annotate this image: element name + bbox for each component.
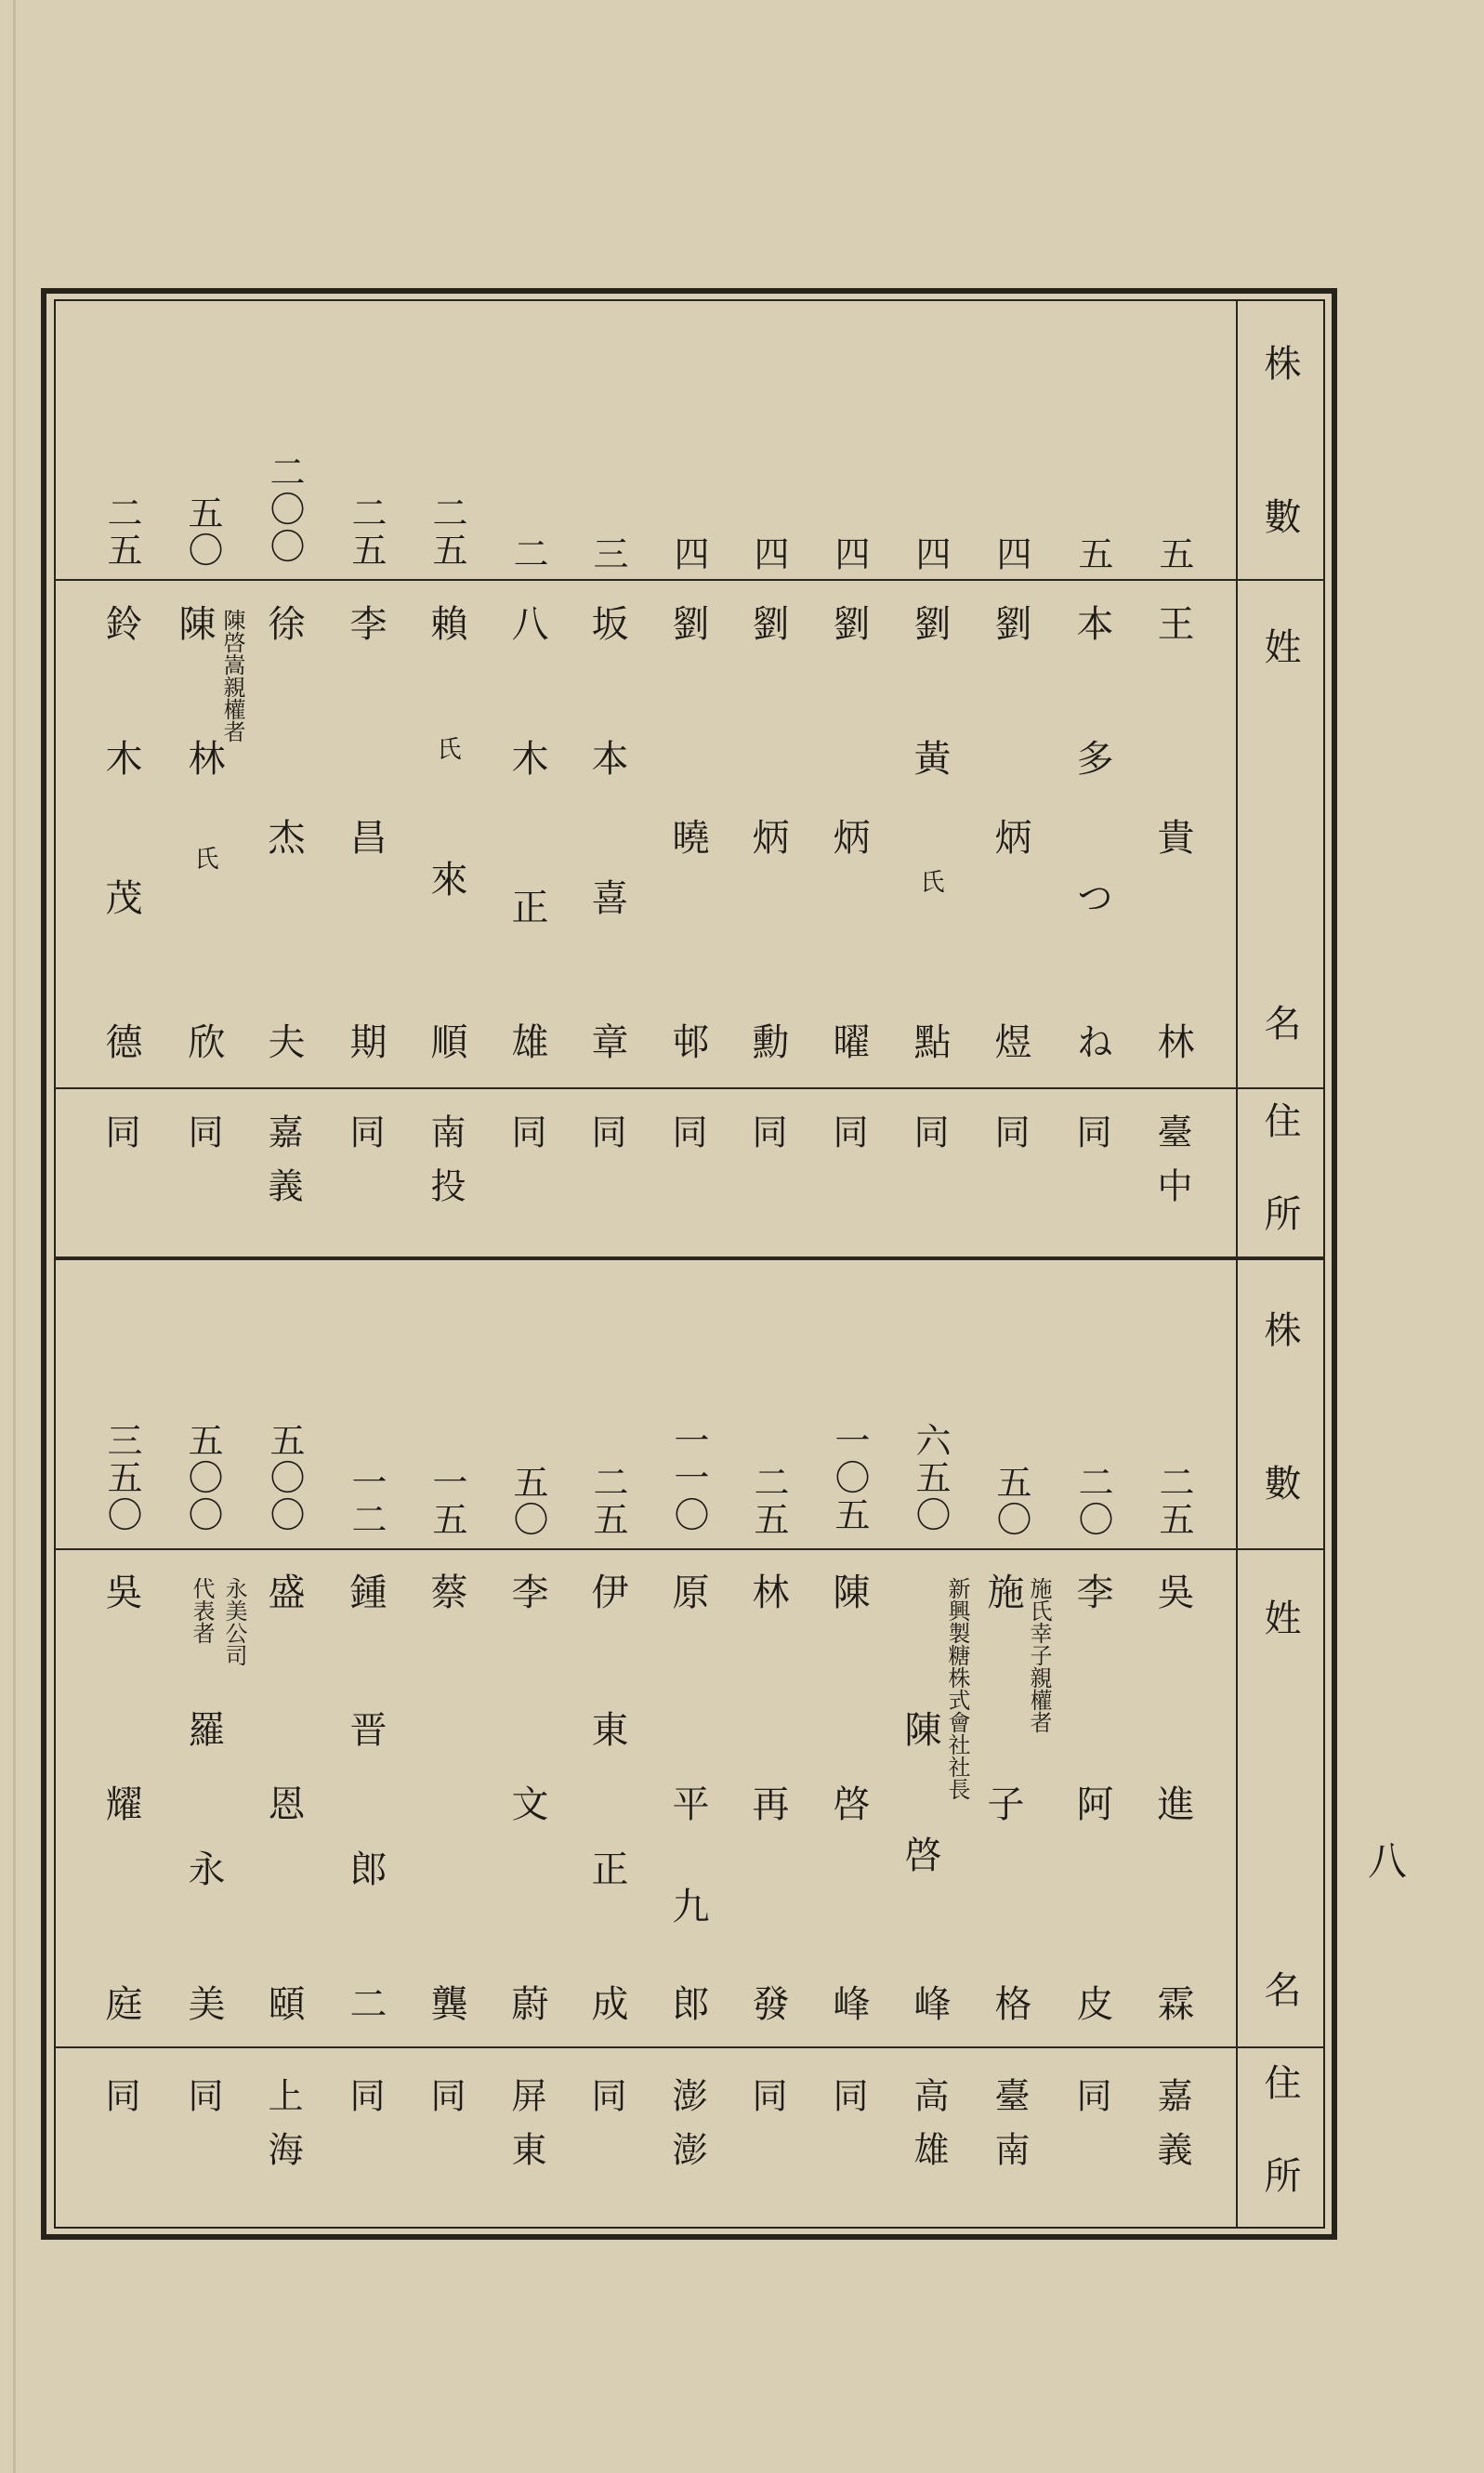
header-surname: 姓 — [1258, 1598, 1301, 1636]
header-rule — [1236, 579, 1325, 581]
entry-surname: 施 — [981, 1572, 1024, 1610]
entry-given: 平 — [666, 1784, 709, 1822]
entry-surname: 鍾 — [344, 1572, 387, 1610]
entry-given-3: 美 — [182, 1984, 225, 2021]
top-shares-rule — [54, 579, 1236, 581]
entry-address: 同 — [506, 1113, 546, 1167]
entry-given-2: 皮 — [1070, 1984, 1113, 2021]
entry-note: 氏 — [433, 736, 461, 760]
entry-address: 嘉義 — [1151, 2077, 1192, 2185]
entry-shares: 五 — [1153, 535, 1194, 572]
entry-shares: 二五 — [587, 1464, 628, 1538]
entry-given: 昌 — [344, 818, 387, 855]
entry-given: 貴 — [1151, 818, 1194, 855]
entry-address: 同 — [182, 1113, 223, 1167]
entry-shares: 二〇 — [1072, 1464, 1113, 1538]
header-address: 住 — [1258, 2063, 1301, 2100]
entry-given: 東 — [585, 1710, 628, 1747]
entry-surname: 吳 — [99, 1572, 142, 1610]
entry-given: 啓 — [899, 1835, 941, 1873]
entry-given-2: 霖 — [1151, 1984, 1194, 2021]
entry-given: 本 — [585, 739, 628, 776]
entry-surname: 伊 — [585, 1572, 628, 1610]
entry-address: 同 — [1070, 2077, 1111, 2131]
entry-surname: 李 — [506, 1572, 548, 1610]
entry-shares: 五〇 — [182, 494, 223, 569]
entry-given-2: 峰 — [827, 1984, 870, 2021]
entry-surname: 林 — [746, 1572, 789, 1610]
entry-address: 同 — [908, 1113, 949, 1167]
entry-given-3: 郎 — [666, 1984, 709, 2021]
entry-address: 同 — [99, 2077, 140, 2131]
entry-shares: 四 — [748, 535, 789, 572]
entry-given-2: 正 — [585, 1849, 628, 1887]
header-surname: 姓 — [1258, 627, 1301, 664]
entry-given-2: 峰 — [908, 1984, 951, 2021]
entry-shares: 一五 — [427, 1464, 467, 1538]
entry-given-2: 欣 — [182, 1022, 225, 1059]
entry-given-2: 庭 — [99, 1984, 142, 2021]
header-name: 名 — [1258, 1970, 1301, 2007]
entry-given: 子 — [981, 1784, 1024, 1822]
header-rule — [1236, 1087, 1325, 1089]
entry-given: 耀 — [99, 1784, 142, 1822]
entry-shares: 三 — [587, 535, 628, 572]
header-rule — [1236, 2046, 1325, 2048]
entry-given-2: 永 — [182, 1849, 225, 1887]
entry-surname: 劉 — [666, 604, 709, 641]
entry-shares: 四 — [829, 535, 870, 572]
header-rule — [1236, 1548, 1325, 1550]
entry-shares: 二五 — [748, 1464, 789, 1538]
entry-surname: 劉 — [827, 604, 870, 641]
header-address: 住 — [1258, 1101, 1301, 1138]
entry-surname: 劉 — [908, 604, 951, 641]
entry-given-2: 正 — [506, 888, 548, 925]
entry-given-2: 郎 — [344, 1849, 387, 1887]
entry-address: 同 — [344, 2077, 385, 2131]
entry-address: 同 — [746, 2077, 787, 2131]
entry-surname: 劉 — [989, 604, 1031, 641]
page-fold — [13, 0, 16, 2473]
entry-surname: 原 — [666, 1572, 709, 1610]
entry-given-3: 章 — [585, 1022, 628, 1059]
entry-shares: 二五 — [101, 494, 142, 569]
entry-shares: 二五 — [346, 494, 387, 569]
header-shares-2: 數 — [1258, 1464, 1301, 1501]
entry-given: 羅 — [182, 1710, 225, 1747]
entry-shares: 五〇〇 — [182, 1422, 223, 1533]
entry-shares: 四 — [991, 535, 1031, 572]
entry-note: 氏 — [190, 846, 218, 870]
entry-given-2: 順 — [425, 1022, 467, 1059]
entry-surname: 本 — [1070, 604, 1113, 641]
entry-surname: 陳 — [827, 1572, 870, 1610]
entry-shares: 四 — [668, 535, 709, 572]
entry-surname: 蔡 — [425, 1572, 467, 1610]
entry-note: 氏 — [916, 869, 944, 893]
entry-address: 屏東 — [506, 2077, 546, 2185]
entry-address: 高雄 — [908, 2077, 949, 2185]
entry-given: 再 — [746, 1784, 789, 1822]
entry-given: 晋 — [344, 1710, 387, 1747]
bottom-name-rule — [54, 2046, 1236, 2048]
entry-surname: 王 — [1151, 604, 1194, 641]
entry-given-2: 發 — [746, 1984, 789, 2021]
entry-given-3: 成 — [585, 1984, 628, 2021]
entry-given-2: 頤 — [262, 1984, 305, 2021]
entry-address: 澎澎 — [666, 2077, 707, 2185]
entry-shares: 一一〇 — [668, 1422, 709, 1533]
entry-address: 同 — [666, 1113, 707, 1167]
entry-given-2: 曜 — [827, 1022, 870, 1059]
header-name: 名 — [1258, 1004, 1301, 1041]
entry-given: 文 — [506, 1784, 548, 1822]
entry-shares: 四 — [910, 535, 951, 572]
entry-given: 炳 — [746, 818, 789, 855]
entry-given-3: ね — [1070, 1022, 1113, 1059]
entry-given-2: 龔 — [425, 1984, 467, 2021]
entry-surname: 李 — [344, 604, 387, 641]
section-divider — [54, 1256, 1325, 1260]
entry-given-3: 二 — [344, 1984, 387, 2021]
entry-address: 同 — [1070, 1113, 1111, 1167]
entry-given-2: 夫 — [262, 1022, 305, 1059]
entry-given-2: 期 — [344, 1022, 387, 1059]
entry-shares: 二五 — [427, 494, 467, 569]
entry-shares: 二五 — [1153, 1464, 1194, 1538]
entry-given: 阿 — [1070, 1784, 1113, 1822]
entry-surname: 陳 — [173, 604, 216, 641]
entry-surname: 吳 — [1151, 1572, 1194, 1610]
entry-given: 曉 — [666, 818, 709, 855]
entry-given-3: 德 — [99, 1022, 142, 1059]
page-number: 八 — [1368, 1838, 1408, 1884]
header-address-2: 所 — [1258, 2156, 1301, 2193]
header-column-divider — [1236, 299, 1238, 2229]
entry-given-2: 蔚 — [506, 1984, 548, 2021]
entry-address: 上海 — [262, 2077, 303, 2185]
entry-guardian-note: 施氏幸子親權者 — [1026, 1577, 1052, 1733]
bottom-shares-rule — [54, 1548, 1236, 1550]
entry-shares: 五 — [1072, 535, 1113, 572]
header-shares: 株 — [1258, 344, 1301, 381]
entry-address: 臺中 — [1151, 1113, 1192, 1221]
entry-address: 同 — [746, 1113, 787, 1167]
entry-surname: 徐 — [262, 604, 305, 641]
entry-given-2: 勳 — [746, 1022, 789, 1059]
entry-address: 同 — [99, 1113, 140, 1167]
entry-given: 林 — [182, 739, 225, 776]
header-shares-2: 數 — [1258, 497, 1301, 534]
entry-surname: 坂 — [585, 604, 628, 641]
entry-shares: 一二 — [346, 1464, 387, 1538]
entry-surname: 鈴 — [99, 604, 142, 641]
entry-address: 臺南 — [989, 2077, 1030, 2185]
entry-given: 杰 — [262, 818, 305, 855]
entry-given-2: 林 — [1151, 1022, 1194, 1059]
entry-given-2: 點 — [908, 1022, 951, 1059]
entry-given-3: 雄 — [506, 1022, 548, 1059]
entry-address: 同 — [182, 2077, 223, 2131]
entry-guardian-note: 陳啓嵩親權者 — [219, 609, 245, 743]
entry-shares: 二 — [507, 535, 548, 572]
entry-given: 多 — [1070, 739, 1113, 776]
entry-given: 啓 — [827, 1784, 870, 1822]
entry-given-2: 煜 — [989, 1022, 1031, 1059]
entry-company-note: 新興製糖株式會社社長 — [944, 1577, 970, 1800]
entry-given-2: 茂 — [99, 878, 142, 915]
entry-surname: 八 — [506, 604, 548, 641]
entry-surname: 劉 — [746, 604, 789, 641]
entry-address: 同 — [827, 1113, 868, 1167]
entry-shares: 二〇〇 — [264, 454, 305, 565]
entry-shares: 五〇 — [507, 1464, 548, 1538]
entry-address: 同 — [344, 1113, 385, 1167]
entry-representative-note: 代表者 — [189, 1577, 215, 1644]
table-inner-border — [54, 299, 1325, 2229]
entry-shares: 六五〇 — [910, 1422, 951, 1533]
top-name-rule — [54, 1087, 1236, 1089]
entry-given-2: 喜 — [585, 878, 628, 915]
entry-given-2: つ — [1070, 878, 1113, 915]
entry-given: 黃 — [908, 739, 951, 776]
entry-surname: 陳 — [899, 1710, 941, 1747]
header-address-2: 所 — [1258, 1194, 1301, 1231]
entry-given: 木 — [506, 739, 548, 776]
entry-given: 進 — [1151, 1784, 1194, 1822]
entry-given: 來 — [425, 860, 467, 897]
header-shares: 株 — [1258, 1310, 1301, 1348]
entry-given: 木 — [99, 739, 142, 776]
entry-given-2: 邨 — [666, 1022, 709, 1059]
entry-shares: 一〇五 — [829, 1422, 870, 1533]
entry-given: 炳 — [827, 818, 870, 855]
entry-given-2: 格 — [989, 1984, 1031, 2021]
entry-address: 同 — [827, 2077, 868, 2131]
entry-address: 嘉義 — [262, 1113, 303, 1221]
entry-surname: 李 — [1070, 1572, 1113, 1610]
entry-surname: 賴 — [425, 604, 467, 641]
entry-address: 同 — [585, 2077, 626, 2131]
entry-shares: 三五〇 — [101, 1422, 142, 1533]
entry-company-note: 永美公司 — [221, 1577, 247, 1666]
entry-address: 同 — [585, 1113, 626, 1167]
entry-given: 恩 — [262, 1784, 305, 1822]
entry-address: 同 — [989, 1113, 1030, 1167]
entry-address: 同 — [425, 2077, 466, 2131]
entry-shares: 五〇〇 — [264, 1422, 305, 1533]
entry-given-2: 九 — [666, 1887, 709, 1924]
entry-given: 炳 — [989, 818, 1031, 855]
entry-shares: 五〇 — [991, 1464, 1031, 1538]
entry-surname: 盛 — [262, 1572, 305, 1610]
entry-address: 南投 — [425, 1113, 466, 1221]
